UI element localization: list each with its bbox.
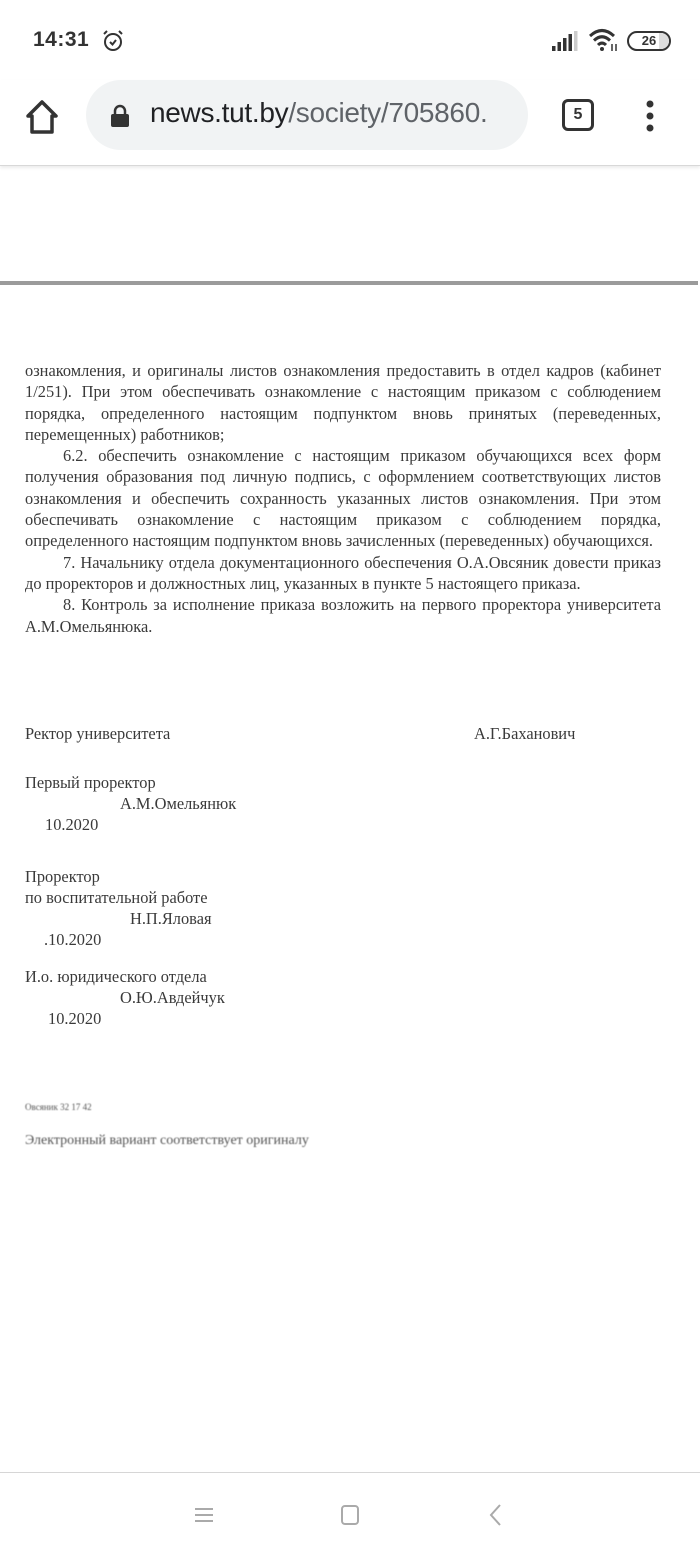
legal-name: О.Ю.Авдейчук	[120, 988, 225, 1007]
address-bar[interactable]	[86, 80, 528, 150]
prorector-title: Проректор	[25, 867, 100, 886]
system-nav-bar	[0, 1472, 700, 1556]
prorector-date: .10.2020	[44, 930, 102, 949]
rector-name: А.Г.Баханович	[474, 724, 576, 743]
home-nav-icon[interactable]	[341, 1505, 359, 1525]
prorector-subtitle: по воспитательной работе	[25, 888, 208, 907]
signal-icon	[552, 31, 578, 51]
first-prorector-date: 10.2020	[45, 815, 99, 834]
tabs-button[interactable]	[562, 99, 594, 131]
prorector-name: Н.П.Яловая	[130, 909, 212, 928]
executor-note: Овсяник 32 17 42	[25, 1102, 92, 1112]
verification-note: Электронный вариант соответствует оригиналу	[25, 1133, 309, 1148]
lock-icon	[110, 104, 130, 128]
back-icon[interactable]	[488, 1503, 502, 1527]
paragraph-6-2: 6.2. обеспечить ознакомление с настоящим приказом обучающихся всех форм получения образования под личную подпись, с оформлением соответствующих листов ознакомления и обеспечить сохранность указанных листов ознакомления. При этом обеспечивать ознакомление с настоящим приказом с соблюдением порядка, определенного настоящим подпунктом вновь зачисленных (переведенных) обучающихся.	[25, 446, 661, 551]
status-time: 14:31	[33, 28, 90, 51]
paragraph-8: 8. Контроль за исполнение приказа возложить на первого проректора университета А.М.Омельянюка.	[25, 595, 661, 636]
wifi-icon	[588, 28, 620, 52]
recents-icon[interactable]	[195, 1507, 213, 1523]
document-body	[25, 360, 661, 637]
url-domain: news.tut.by	[150, 97, 289, 128]
tab-count: 5	[573, 106, 583, 123]
battery-level: 26	[641, 33, 657, 48]
paragraph-continuation: ознакомления, и оригиналы листов ознакомления предоставить в отдел кадров (кабинет 1/251). При этом обеспечивать ознакомление с настоящим приказом с соблюдением порядка, определенного настоящим подпунктом вновь принятых (переведенных, перемещенных) работников;	[25, 361, 661, 444]
status-bar	[0, 0, 700, 80]
alarm-icon	[101, 29, 125, 53]
url-text[interactable]	[150, 97, 487, 129]
legal-title: И.о. юридического отдела	[25, 967, 207, 986]
paragraph-7: 7. Начальнику отдела документационного обеспечения О.А.Овсяник довести приказ до проректоров и должностных лиц, указанных в пункте 5 настоящего приказа.	[25, 552, 661, 593]
rector-title: Ректор университета	[25, 724, 171, 743]
battery-icon	[627, 31, 671, 51]
legal-date: 10.2020	[48, 1009, 102, 1028]
url-path: /society/705860.	[288, 97, 488, 128]
menu-icon[interactable]	[638, 98, 662, 134]
document-divider	[0, 281, 698, 285]
browser-toolbar	[0, 80, 700, 166]
first-prorector-name: А.М.Омельянюк	[120, 794, 237, 813]
first-prorector-title: Первый проректор	[25, 773, 156, 792]
home-icon[interactable]	[22, 97, 62, 137]
